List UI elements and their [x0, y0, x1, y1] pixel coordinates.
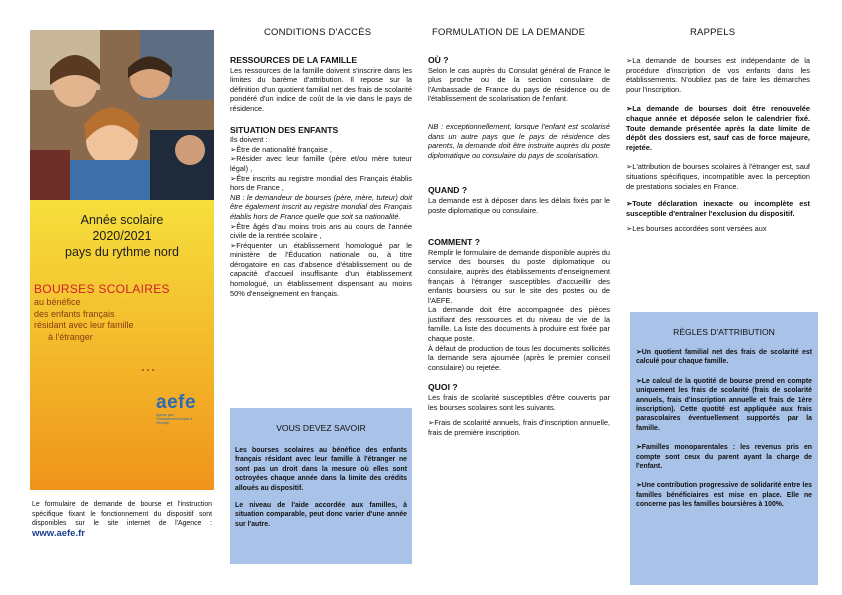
- how-text-2: La demande doit être accompagnée des pièces justifiant des ressources et du niveau de vie de la famille. La liste des documents à produire est fixée par chaque poste.: [428, 305, 610, 344]
- condition-residence: ➢ Résider avec leur famille (père et/ou mère tuteur légal) ,: [230, 154, 412, 173]
- reminder-independent: ➢ La demande de bourses est indépendante de la procédure d'inscription de vos enfants dans les établissements. N'oubliez pas de faire les démarches pour l'inscription.: [626, 56, 810, 94]
- subtitle-line-3: résidant avec leur famille: [34, 320, 134, 330]
- subtitle-line-1: au bénéfice: [34, 297, 81, 307]
- cover-subtitle: [34, 297, 134, 343]
- what-fees: ➢ Frais de scolarité annuels, frais d'inscription annuelle, frais de première inscription.: [428, 418, 610, 437]
- conditions-column: [230, 56, 412, 298]
- reminder-renewal: ➢ La demande de bourses doit être renouvelée chaque année et déposée selon le calendrier fixé. Toute demande présentée après la date limite de dépôt des dossiers est, sauf cas de force majeure, rejetée.: [626, 104, 810, 152]
- condition-age: ➢ Être âgés d'au moins trois ans au cours de l'année civile de la rentrée scolaire ,: [230, 222, 412, 241]
- condition-registry-note: NB : le demandeur de bourses (père, mère, tuteur) doit être également inscrit au registre mondial des Français établis hors de France quelle que soit sa nationalité.: [230, 192, 412, 221]
- subtitle-line-2: des enfants français: [34, 308, 115, 319]
- condition-registry: ➢ Être inscrits au registre mondial des Français établis hors de France ,: [230, 174, 412, 193]
- vous-devez-savoir-text: [235, 446, 407, 529]
- where-title: OÙ ?: [428, 55, 449, 65]
- aefe-logo: [156, 393, 208, 425]
- when-title: QUAND ?: [428, 185, 468, 196]
- rappels-header: RAPPELS: [690, 27, 736, 38]
- cover-footer-text: Le formulaire de demande de bourse et l'instruction spécifique fixant le fonctionnement du dispositif sont disponibles sur le site internet de l'Agence :: [32, 501, 212, 528]
- rule-calculation: ➢ Le calcul de la quotité de bourse prend en compte uniquement les frais de scolarité (frais de scolarité annuels, frais d'inscription annuelle et frais de 1ère inscription). Cette quotité est appliquée aux frais parascolaires éventuellement supportés par la famille.: [636, 377, 812, 433]
- formulation-header: FORMULATION DE LA DEMANDE: [432, 27, 586, 38]
- where-text: Selon le cas auprès du Consulat général de France le plus proche ou de la section consulaire de l'Ambassade de France du pays de résidence ou de l'établissement de scolarisation de l'enfant.: [428, 65, 610, 104]
- vous-devez-savoir-p1: Les bourses scolaires au bénéfice des enfants français résidant avec leur famille à l'étranger ne sont pas un droit dans la mesure où elles sont octroyées chaque année dans la limite des crédits alloués au dispositif.: [235, 447, 407, 492]
- cover-photo: [30, 30, 214, 200]
- reminder-incompatible: ➢ L'attribution de bourses scolaires à l'étranger est, sauf situations spécifiques, incompatible avec la perception de prestations sociales en France.: [626, 162, 810, 191]
- school-year-block: [30, 212, 214, 260]
- what-text: Les frais de scolarité susceptibles d'être couverts par les bourses scolaires sont les suivants.: [428, 393, 610, 412]
- how-text-3: À défaut de production de tous les documents sollicités la demande sera ajournée (après le premier conseil consulaire) ou rejetée.: [428, 343, 610, 372]
- rule-solidarity: ➢ Une contribution progressive de solidarité entre les familles bénéficiaires est mise en place. Elle ne concerne pas les familles boursières à 100%.: [636, 481, 812, 509]
- regles-attribution-title: RÈGLES D'ATTRIBUTION: [673, 327, 775, 337]
- formulation-column: [428, 56, 610, 437]
- school-year-label: Année scolaire: [80, 213, 164, 227]
- condition-nationality: ➢ Être de nationalité française ,: [230, 145, 412, 155]
- classroom-photo-illustration: [30, 30, 214, 200]
- rule-quotient: ➢ Un quotient familial net des frais de scolarité est calculé pour chaque famille.: [636, 348, 812, 367]
- rhythm-label: pays du rythme nord: [65, 245, 179, 259]
- what-title: QUOI ?: [428, 382, 458, 393]
- family-resources-text: Les ressources de la famille doivent s'inscrire dans les limites du barème d'attribution. Il repose sur la définition d'un quotient familial net des frais de scolarité pondéré d'un indice de coût de la vie dans le pays de résidence.: [230, 65, 412, 113]
- reminder-false-declaration: ➢ Toute déclaration inexacte ou incomplète est susceptible d'entraîner l'exclusion du dispositif.: [626, 199, 810, 218]
- how-title: COMMENT ?: [428, 237, 481, 248]
- cover-title: BOURSES SCOLAIRES: [34, 282, 170, 296]
- vous-devez-savoir-p2: Le niveau de l'aide accordée aux familles, à situation comparable, peut donc varier d'une année sur l'autre.: [235, 502, 407, 528]
- subtitle-line-4: à l'étranger: [48, 331, 93, 342]
- vous-devez-savoir-title: VOUS DEVEZ SAVOIR: [276, 423, 366, 433]
- rule-single-parent: ➢ Familles monoparentales : les revenus pris en compte sont ceux du parent ayant la charge de l'enfant.: [636, 443, 812, 471]
- regles-attribution-text: [636, 348, 812, 510]
- condition-school: ➢ Fréquenter un établissement homologué par le ministère de l'Éducation nationale ou, à titre dérogatoire en cas d'absence d'établissement ou de capacité d'accueil insuffisante d'un établissement homologué, un établissement dispensant au moins 50% d'enseignement en français.: [230, 241, 412, 299]
- aefe-logo-caption: Agence pour l'enseignement français à l'étranger: [156, 413, 193, 425]
- children-situation-title: SITUATION DES ENFANTS: [230, 124, 339, 135]
- aefe-logo-text: aefe: [156, 392, 197, 413]
- reminder-payment: ➢ Les bourses accordées sont versées aux: [626, 224, 810, 234]
- when-text: La demande est à déposer dans les délais fixés par le poste diplomatique ou consulaire.: [428, 195, 610, 215]
- conditions-header: CONDITIONS D'ACCÈS: [264, 27, 372, 38]
- rappels-column: [626, 56, 810, 234]
- aefe-website-link[interactable]: www.aefe.fr: [32, 527, 85, 539]
- children-intro: Ils doivent :: [230, 135, 268, 145]
- cover-footer: [32, 500, 212, 539]
- school-year-value: 2020/2021: [92, 229, 152, 243]
- where-note: NB : exceptionnellement, lorsque l'enfant est scolarisé dans un autre pays que le pays de résidence des parents, la demande doit être instruite auprès du poste diplomatique ou consulaire du pays de scolarisation.: [428, 121, 610, 160]
- how-text-1: Remplir le formulaire de demande disponible auprès du service des bourses du poste diplomatique ou consulaire, auprès des établissements d'enseignement français à l'étranger susceptibles d'accueillir des enfants boursiers ou sur le site des postes ou de l'AEFE.: [428, 247, 610, 305]
- family-resources-title: RESSOURCES DE LA FAMILLE: [230, 55, 358, 65]
- cover-dots: …: [140, 358, 156, 375]
